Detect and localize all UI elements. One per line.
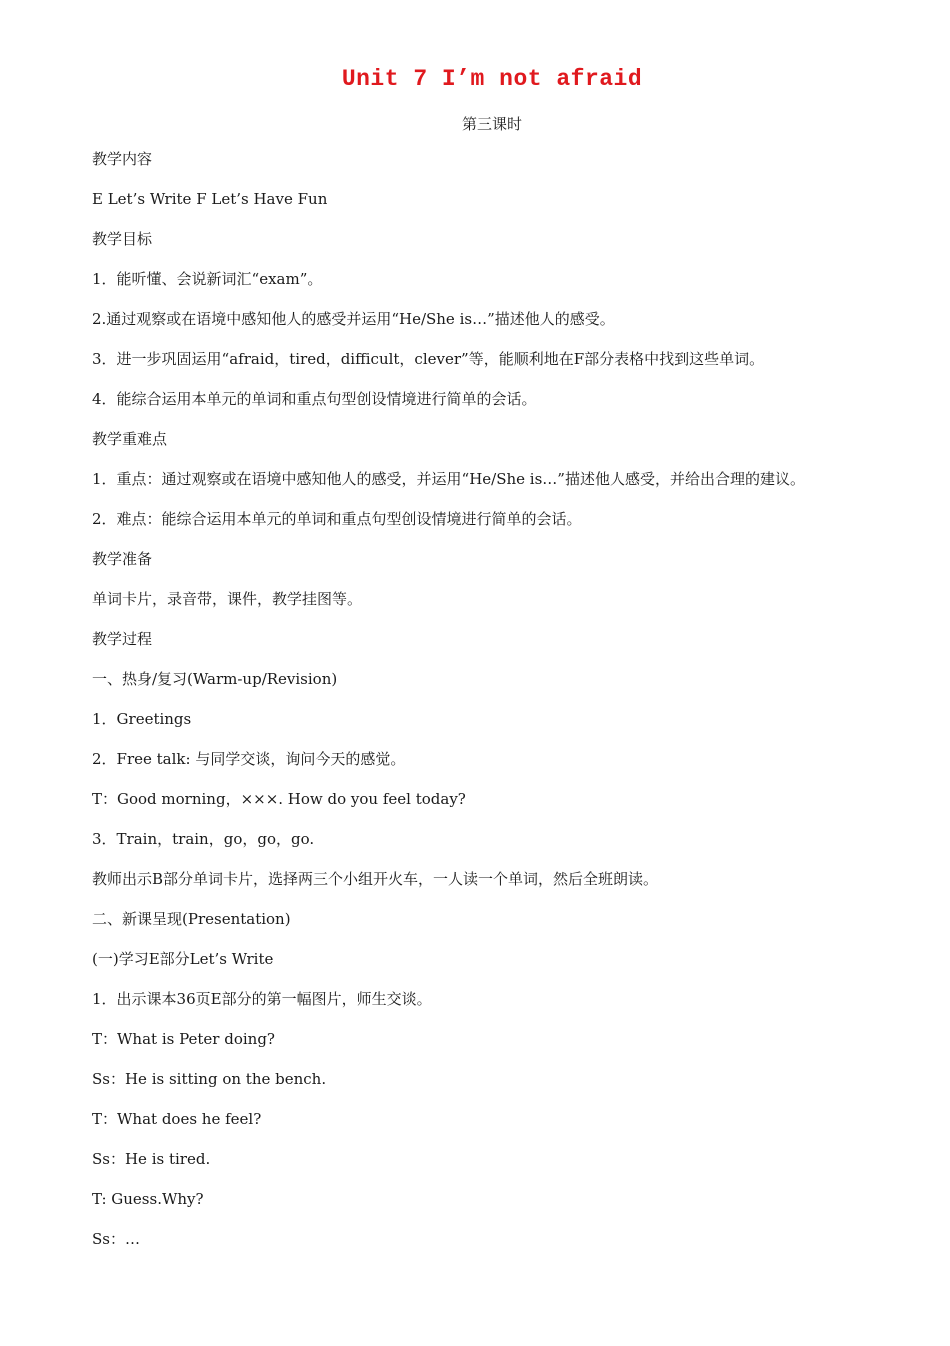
key-point-1: 1．重点：通过观察或在语境中感知他人的感受，并运用“He/She is…”描述他人感受，并给出合理的建议。: [92, 470, 805, 488]
document-body: [92, 149, 942, 1269]
dialogue-line: T：Good morning，×××. How do you feel today?: [92, 790, 466, 808]
section-heading-content: 教学内容: [92, 150, 153, 168]
dialogue-line: Ss：…: [92, 1230, 140, 1248]
process-line: 1．出示课本36页E部分的第一幅图片，师生交谈。: [92, 990, 432, 1008]
dialogue-line: Ss：He is tired.: [92, 1150, 211, 1168]
process-line: 1．Greetings: [92, 710, 192, 728]
process-line: 教师出示B部分单词卡片，选择两三个小组开火车，一人读一个单词，然后全班朗读。: [92, 870, 659, 888]
lesson-subtitle: 第三课时: [461, 115, 522, 133]
process-subheading: (一)学习E部分Let’s Write: [92, 950, 274, 968]
section-heading-process: 教学过程: [92, 630, 153, 648]
dialogue-line: T: Guess.Why?: [92, 1190, 204, 1208]
process-line: 2．Free talk: 与同学交谈，询问今天的感觉。: [92, 750, 406, 768]
objective-3: 3．进一步巩固运用“afraid，tired，difficult，clever”等，能顺利地在F部分表格中找到这些单词。: [92, 350, 765, 368]
objective-4: 4．能综合运用本单元的单词和重点句型创设情境进行简单的会话。: [92, 390, 537, 408]
process-part-2-heading: 二、新课呈现(Presentation): [92, 910, 291, 928]
document-title: Unit 7 I’m not afraid: [341, 66, 643, 92]
dialogue-line: T：What is Peter doing?: [92, 1030, 275, 1048]
process-part-1-heading: 一、热身/复习(Warm-up/Revision): [92, 670, 338, 688]
key-point-2: 2．难点：能综合运用本单元的单词和重点句型创设情境进行简单的会话。: [92, 510, 582, 528]
objective-2: 2.通过观察或在语境中感知他人的感受并运用“He/She is…”描述他人的感受。: [92, 310, 615, 328]
objective-1: 1．能听懂、会说新词汇“exam”。: [92, 270, 323, 288]
section-heading-objectives: 教学目标: [92, 230, 153, 248]
section-heading-key-points: 教学重难点: [92, 430, 168, 448]
section-heading-preparation: 教学准备: [92, 550, 153, 568]
dialogue-line: T：What does he feel?: [92, 1110, 262, 1128]
dialogue-line: Ss：He is sitting on the bench.: [92, 1070, 327, 1088]
process-line: 3．Train，train，go，go，go.: [92, 830, 315, 848]
content-text: E Let’s Write F Let’s Have Fun: [92, 190, 328, 208]
preparation-text: 单词卡片，录音带，课件，教学挂图等。: [92, 590, 363, 608]
